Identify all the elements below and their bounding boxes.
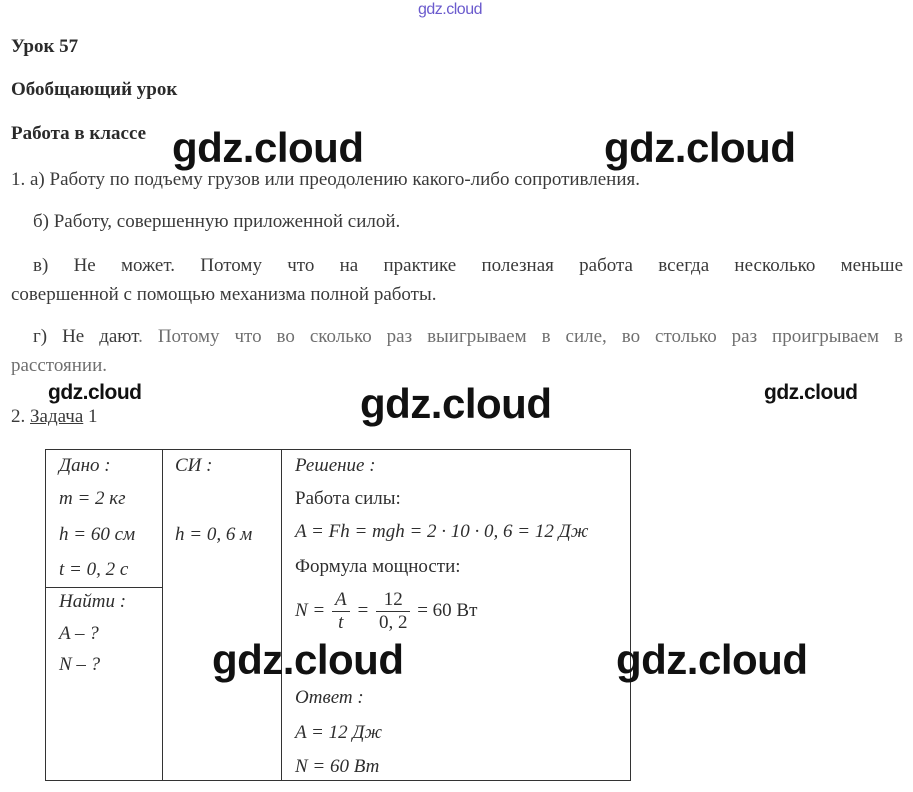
power-fraction-1 <box>332 589 350 634</box>
watermark-5: gdz.cloud <box>764 381 858 404</box>
watermark-1: gdz.cloud <box>172 124 364 171</box>
task-word: Задача <box>30 406 84 427</box>
power-frac2-num: 12 <box>376 589 411 612</box>
table-divider-given <box>46 587 162 588</box>
power-frac2-den: 0, 2 <box>378 612 408 633</box>
power-fraction-2 <box>376 589 411 634</box>
lesson-title: Урок 57 <box>11 36 79 57</box>
answer-work: A = 12 Дж <box>295 722 383 743</box>
watermark-4: gdz.cloud <box>360 380 552 427</box>
watermark-top: gdz.cloud <box>418 1 482 18</box>
si-header: СИ : <box>175 455 213 476</box>
answer-g-prefix: г) Не дают <box>33 326 139 347</box>
given-header: Дано : <box>59 455 111 476</box>
task-number: 2. <box>11 406 26 427</box>
work-formula: A = Fh = mgh = 2 · 10 · 0, 6 = 12 Дж <box>295 521 589 542</box>
find-header: Найти : <box>59 591 127 612</box>
answer-header: Ответ : <box>295 687 364 708</box>
power-frac1-num: A <box>332 589 350 612</box>
watermark-2: gdz.cloud <box>604 124 796 171</box>
answer-a: 1. а) Работу по подъему грузов или преодолению какого-либо сопротивления. <box>11 169 640 190</box>
given-time: t = 0, 2 с <box>59 559 129 580</box>
answer-v-line1: в) Не может. Потому что на практике полезная работа всегда несколько меньше <box>33 255 903 276</box>
answer-v-line2: совершенной с помощью механизма полной работы. <box>11 284 437 305</box>
topic-title: Обобщающий урок <box>11 79 178 100</box>
power-formula <box>295 589 477 634</box>
answer-power: N = 60 Вт <box>295 756 380 777</box>
power-frac1-den: t <box>338 612 344 633</box>
power-eq: = <box>356 599 370 621</box>
answer-g-line1 <box>33 322 903 351</box>
table-divider-2 <box>281 450 282 780</box>
section-title: Работа в классе <box>11 123 147 144</box>
si-height: h = 0, 6 м <box>175 524 253 545</box>
given-height: h = 60 см <box>59 524 136 545</box>
watermark-7: gdz.cloud <box>616 636 808 683</box>
answer-g-line2: расстоянии. <box>11 355 107 376</box>
solution-table <box>45 449 631 781</box>
find-work: A – ? <box>59 623 99 644</box>
given-mass: m = 2 кг <box>59 488 126 509</box>
watermark-6: gdz.cloud <box>212 636 404 683</box>
power-result: = 60 Вт <box>417 599 478 621</box>
table-divider-1 <box>162 450 163 780</box>
answer-g-text: . Потому что во сколько раз выигрываем в силе, во столько раз проигрываем в <box>138 326 903 347</box>
power-left: N = <box>295 599 326 621</box>
task-index: 1 <box>88 406 98 427</box>
work-label: Работа силы: <box>295 488 401 509</box>
solution-header: Решение : <box>295 455 376 476</box>
find-power: N – ? <box>59 654 101 675</box>
task-label <box>11 402 98 431</box>
answer-b: б) Работу, совершенную приложенной силой. <box>33 211 401 232</box>
power-label: Формула мощности: <box>295 556 461 577</box>
watermark-3: gdz.cloud <box>48 381 142 404</box>
